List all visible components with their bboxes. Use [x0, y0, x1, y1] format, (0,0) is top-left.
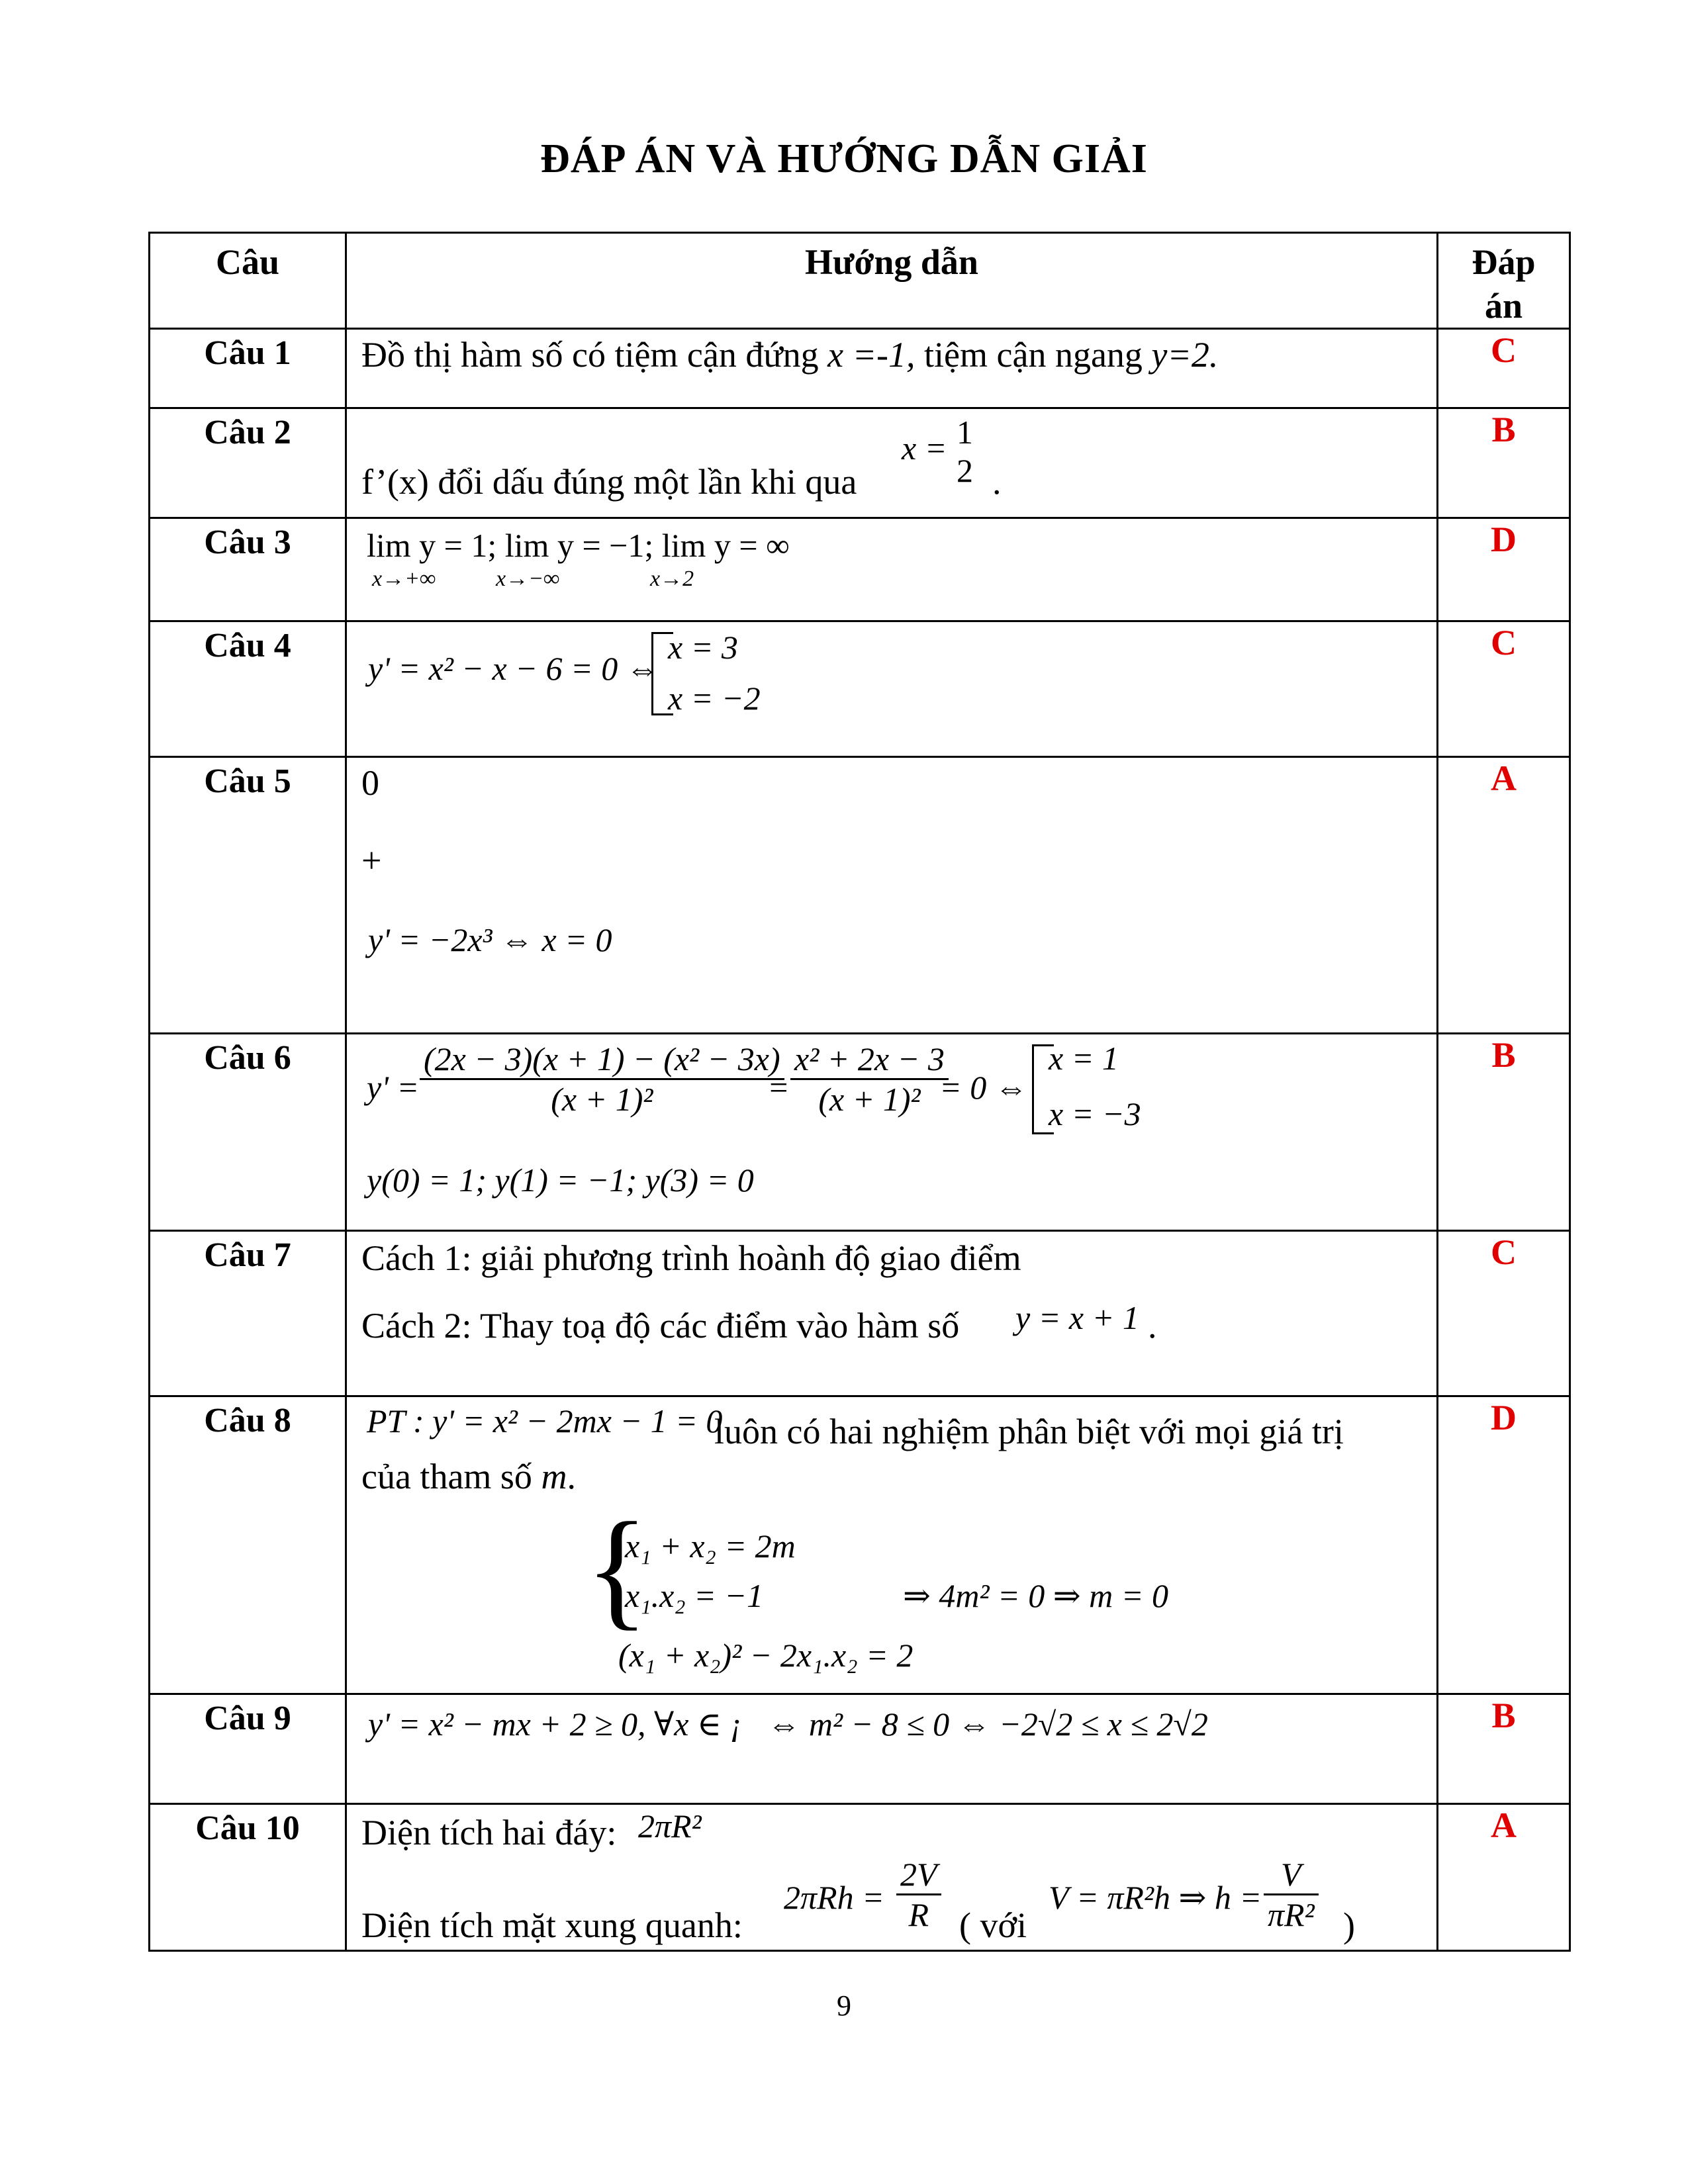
page-number: 9 — [837, 1989, 851, 2022]
answer-letter: C — [1438, 329, 1570, 408]
question-label: Câu 10 — [195, 1809, 300, 1847]
table-row — [150, 518, 1570, 621]
header-huong-dan: Hướng dẫn — [346, 233, 1438, 329]
answer-letter: D — [1438, 518, 1570, 621]
question-label: Câu 5 — [204, 762, 291, 800]
guide-cell: Đồ thị hàm số có tiệm cận đứng x =-1, tiệm cận ngang y=2. — [346, 329, 1438, 408]
guide-cell: lim y = 1; lim y = −1; lim y = ∞ x→+∞ x→−∞ x→2 — [346, 518, 1438, 621]
table-row — [150, 1034, 1570, 1231]
guide-cell: f’(x) đổi dấu đúng một lần khi qua x = 1 2 . — [346, 408, 1438, 518]
question-label: Câu 2 — [204, 414, 291, 451]
table-row — [150, 408, 1570, 518]
question-label: Câu 1 — [204, 334, 291, 372]
system-brace: { — [585, 1496, 649, 1642]
table-row — [150, 1396, 1570, 1694]
question-label: Câu 4 — [204, 627, 291, 664]
guide-cell: PT : y' = x² − 2mx − 1 = 0 luôn có hai nghiệm phân biệt với mọi giá trị của tham số m. { x₁ + x₂ = 2m x₁.x₂ = −1 (x₁ + x₂)² − 2x₁.x₂ = 2 ⇒ 4m² = 0 ⇒ m = 0 — [346, 1396, 1438, 1694]
question-label: Câu 7 — [204, 1236, 291, 1274]
table-row — [150, 621, 1570, 757]
table-row — [150, 1231, 1570, 1396]
answer-letter: C — [1438, 1231, 1570, 1396]
guide-cell: y' = x² − mx + 2 ≥ 0, ∀x ∈ ¡ ⇔ m² − 8 ≤ 0 ⇔ −2√2 ≤ x ≤ 2√2 — [346, 1694, 1438, 1804]
answer-letter: B — [1438, 1034, 1570, 1231]
question-label: Câu 9 — [204, 1700, 291, 1737]
answer-letter: C — [1438, 621, 1570, 757]
answer-table — [148, 232, 1571, 1952]
table-header-row — [150, 233, 1570, 329]
guide-cell: Cách 1: giải phương trình hoành độ giao điểm Cách 2: Thay toạ độ các điểm vào hàm số y = x + 1 . — [346, 1231, 1438, 1396]
answer-letter: B — [1438, 1694, 1570, 1804]
answer-letter: D — [1438, 1396, 1570, 1694]
page-title: ĐÁP ÁN VÀ HƯỚNG DẪN GIẢI — [540, 136, 1148, 181]
answer-letter: A — [1438, 757, 1570, 1034]
guide-cell: 0 + y' = −2x³ ⇔ x = 0 — [346, 757, 1438, 1034]
table-row — [150, 1694, 1570, 1804]
question-label: Câu 6 — [204, 1039, 291, 1077]
table-row — [150, 329, 1570, 408]
answer-letter: B — [1438, 408, 1570, 518]
header-cau: Câu — [150, 233, 346, 329]
table-row — [150, 757, 1570, 1034]
header-dap-an: Đáp án — [1438, 233, 1570, 329]
guide-cell: y' = x² − x − 6 = 0 ⇔ x = 3 x = −2 — [346, 621, 1438, 757]
question-label: Câu 3 — [204, 523, 291, 561]
table-row — [150, 1804, 1570, 1951]
answer-letter: A — [1438, 1804, 1570, 1951]
guide-cell: Diện tích hai đáy: 2πR² Diện tích mặt xung quanh: 2πRh = $\frac{2V}{R}$ ( với V = πR²h ⇒ h = $\frac{V}{\text{πR²}}$ ) — [346, 1804, 1438, 1951]
guide-cell: y' = $\frac{\text{(2x − 3)(x + 1) − (x² − 3x)}}{\text{(x + 1)²}}$ = $\frac{\text{x² + 2x − 3}}{\text{(x + 1)²}}$ = 0 ⇔ x = 1 x = −3 y(0) = 1; y(1) = −1; y(3) = 0 — [346, 1034, 1438, 1231]
question-label: Câu 8 — [204, 1402, 291, 1439]
